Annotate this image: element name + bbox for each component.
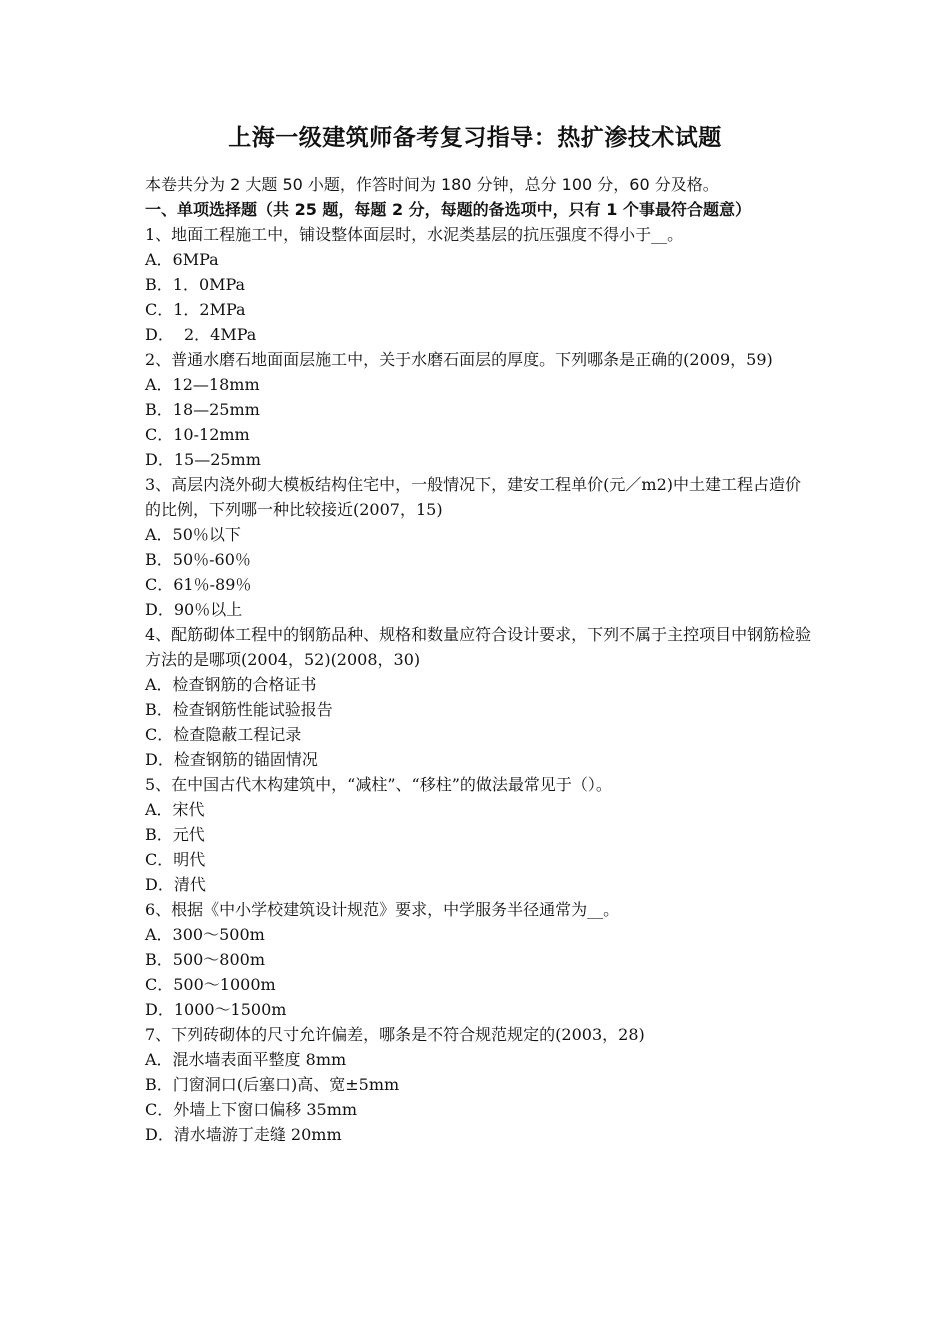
option-a: A．混水墙表面平整度 8mm [145,1050,347,1069]
section-heading: 一、单项选择题（共 25 题，每题 2 分，每题的备选项中，只有 1 个事最符合题意） [145,200,751,219]
option-b: B．元代 [145,825,205,844]
option-b: B．1．0MPa [145,275,246,294]
option-c: C．10-12mm [145,425,250,444]
option-a: A．12—18mm [145,375,260,394]
exam-intro: 本卷共分为 2 大题 50 小题，作答时间为 180 分钟，总分 100 分，60 分及格。 [145,175,719,194]
option-d: D． 2．4MPa [145,325,257,344]
option-a: A．宋代 [145,800,205,819]
option-d: D．15—25mm [145,450,261,469]
option-c: C．外墙上下窗口偏移 35mm [145,1100,358,1119]
question-5 [145,772,815,897]
option-b: B．检查钢筋性能试验报告 [145,700,333,719]
question-7 [145,1022,815,1147]
option-d: D．清代 [145,875,206,894]
question-3 [145,472,815,622]
question-text: 7、下列砖砌体的尺寸允许偏差，哪条是不符合规范规定的(2003，28) [145,1025,645,1044]
option-d: D．检查钢筋的锚固情况 [145,750,318,769]
option-a: A．检查钢筋的合格证书 [145,675,317,694]
question-text: 4、配筋砌体工程中的钢筋品种、规格和数量应符合设计要求，下列不属于主控项目中钢筋检验方法的是哪项(2004，52)(2008，30) [145,625,812,669]
option-b: B．门窗洞口(后塞口)高、宽±5mm [145,1075,400,1094]
option-c: C．1．2MPa [145,300,246,319]
option-c: C．明代 [145,850,206,869]
option-d: D．清水墙游丁走缝 20mm [145,1125,342,1144]
document-title: 上海一级建筑师备考复习指导：热扩渗技术试题 [228,125,722,151]
option-b: B．18—25mm [145,400,260,419]
option-a: A．300～500m [145,925,265,944]
question-6 [145,897,815,1022]
question-4 [145,622,815,772]
question-1 [145,222,815,347]
option-c: C．61％-89％ [145,575,252,594]
option-a: A．50％以下 [145,525,241,544]
option-c: C．检查隐蔽工程记录 [145,725,302,744]
option-d: D．90％以上 [145,600,243,619]
option-a: A．6MPa [145,250,219,269]
option-b: B．500～800m [145,950,266,969]
question-2 [145,347,815,472]
option-c: C．500～1000m [145,975,276,994]
question-text: 3、高层内浇外砌大模板结构住宅中，一般情况下，建安工程单价(元／m2)中土建工程占造价的比例，下列哪一种比较接近(2007，15) [145,475,802,519]
document-body [145,172,815,1147]
question-text: 2、普通水磨石地面面层施工中，关于水磨石面层的厚度。下列哪条是正确的(2009，59) [145,350,773,369]
option-b: B．50％-60％ [145,550,251,569]
question-text: 5、在中国古代木构建筑中，“减柱”、“移柱”的做法最常见于（）。 [145,775,612,794]
question-text: 1、地面工程施工中，铺设整体面层时，水泥类基层的抗压强度不得小于__。 [145,225,684,244]
question-text: 6、根据《中小学校建筑设计规范》要求，中学服务半径通常为__。 [145,900,620,919]
option-d: D．1000～1500m [145,1000,287,1019]
